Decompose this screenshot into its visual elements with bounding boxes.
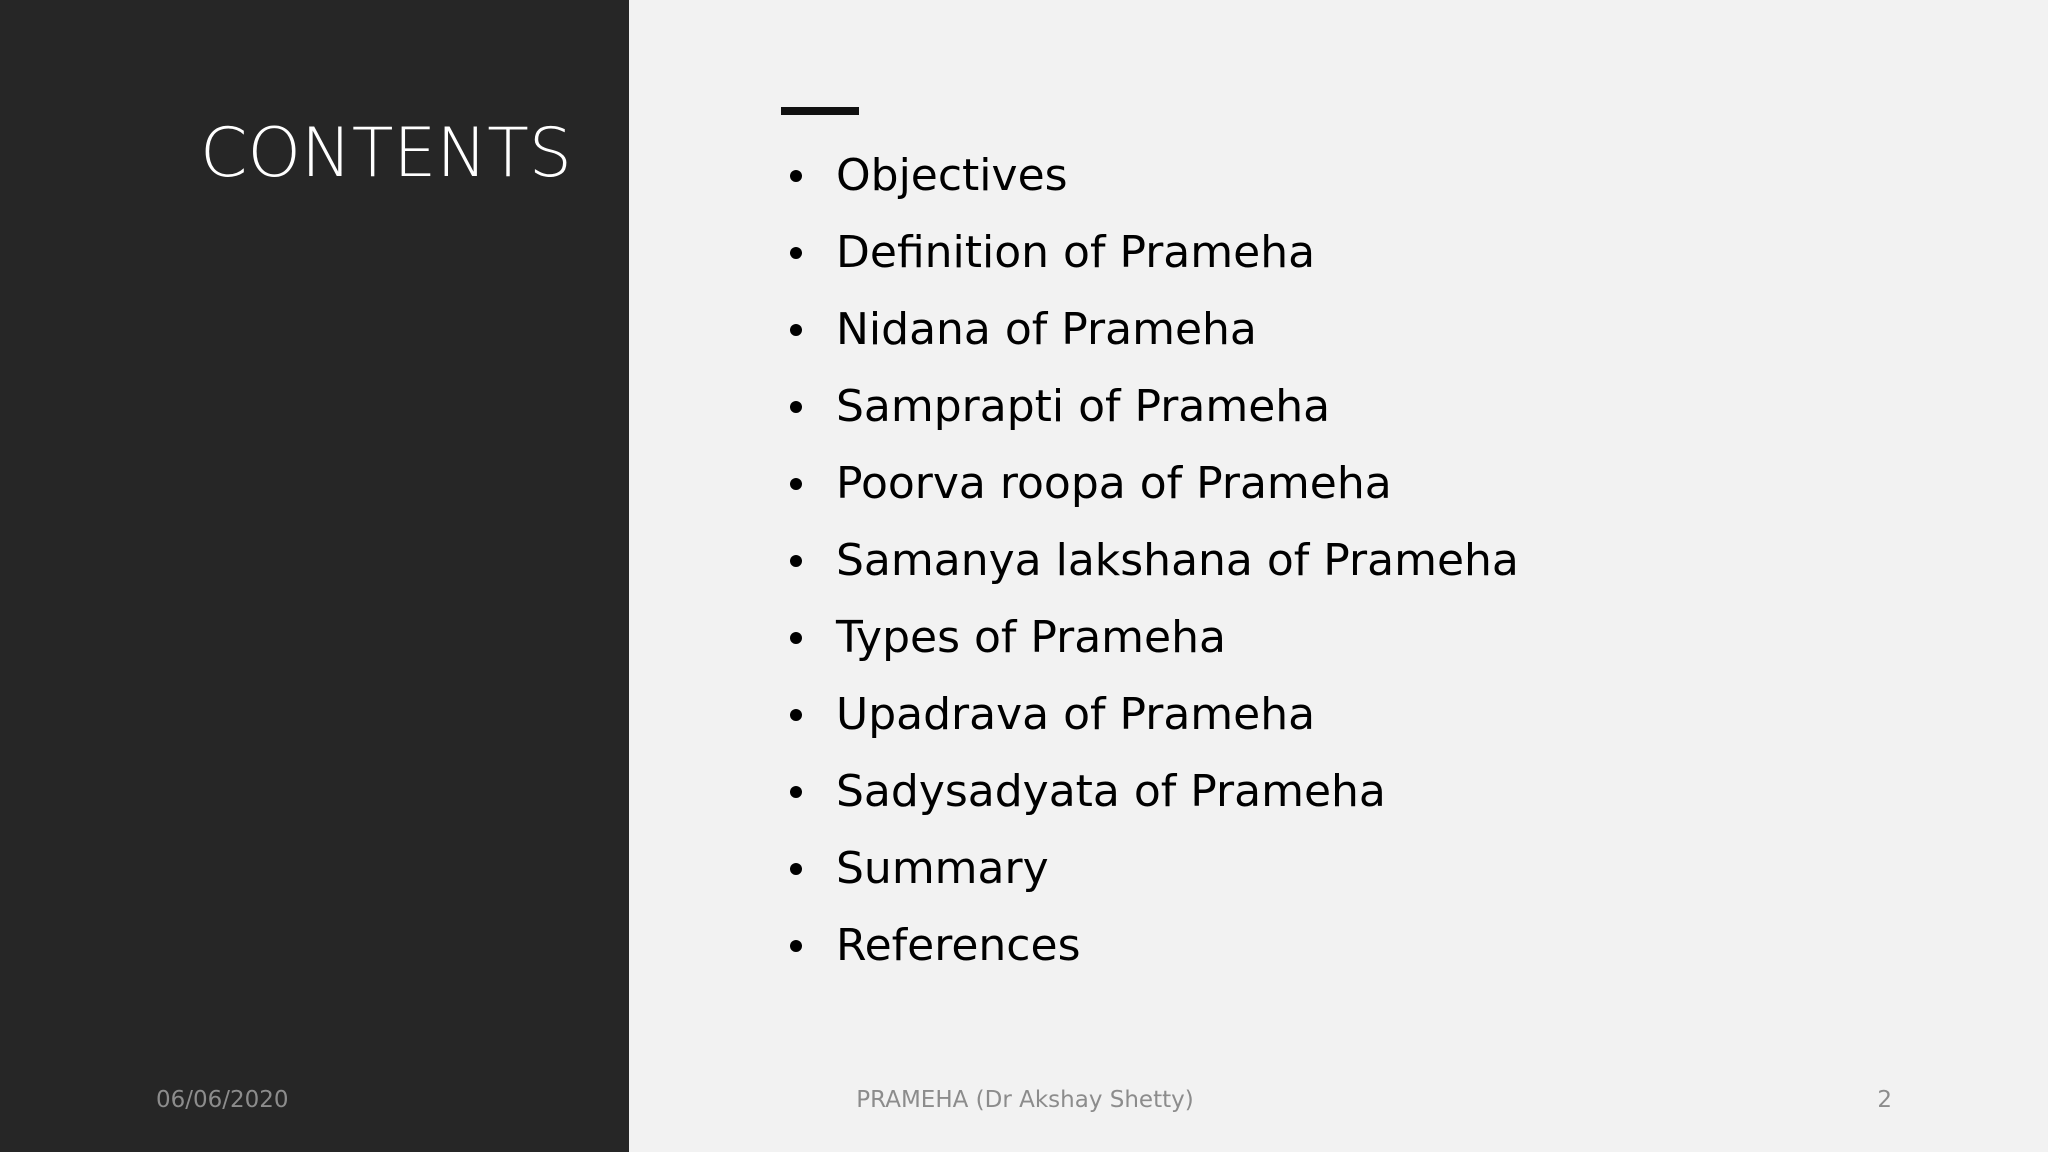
contents-list: [790, 146, 1519, 993]
list-item-label: Samprapti of Prameha: [836, 381, 1331, 432]
list-item-label: Nidana of Prameha: [836, 304, 1257, 355]
bullet-icon: [790, 863, 802, 875]
list-item-label: Poorva roopa of Prameha: [836, 458, 1392, 509]
list-item: [790, 146, 1519, 223]
bullet-icon: [790, 247, 802, 259]
list-item: [790, 377, 1519, 454]
list-item: [790, 223, 1519, 300]
list-item-label: Upadrava of Prameha: [836, 689, 1316, 740]
list-item: [790, 839, 1519, 916]
bullet-icon: [790, 555, 802, 567]
bullet-icon: [790, 632, 802, 644]
footer-title: PRAMEHA (Dr Akshay Shetty): [856, 1087, 1194, 1113]
slide-title: CONTENTS: [200, 114, 572, 193]
list-item: [790, 608, 1519, 685]
bullet-icon: [790, 940, 802, 952]
footer-date: 06/06/2020: [156, 1087, 289, 1113]
list-item-label: Summary: [836, 843, 1049, 894]
bullet-icon: [790, 170, 802, 182]
accent-bar: [781, 107, 859, 115]
bullet-icon: [790, 786, 802, 798]
list-item: [790, 454, 1519, 531]
bullet-icon: [790, 324, 802, 336]
page-number: 2: [1877, 1087, 1892, 1113]
list-item: [790, 762, 1519, 839]
bullet-icon: [790, 709, 802, 721]
bullet-icon: [790, 478, 802, 490]
list-item-label: Sadysadyata of Prameha: [836, 766, 1386, 817]
bullet-icon: [790, 401, 802, 413]
list-item: [790, 300, 1519, 377]
list-item-label: Definition of Prameha: [836, 227, 1316, 278]
list-item: [790, 685, 1519, 762]
list-item-label: References: [836, 920, 1081, 971]
list-item-label: Samanya lakshana of Prameha: [836, 535, 1519, 586]
list-item: [790, 531, 1519, 608]
list-item-label: Types of Prameha: [836, 612, 1226, 663]
list-item: [790, 916, 1519, 993]
list-item-label: Objectives: [836, 150, 1068, 201]
